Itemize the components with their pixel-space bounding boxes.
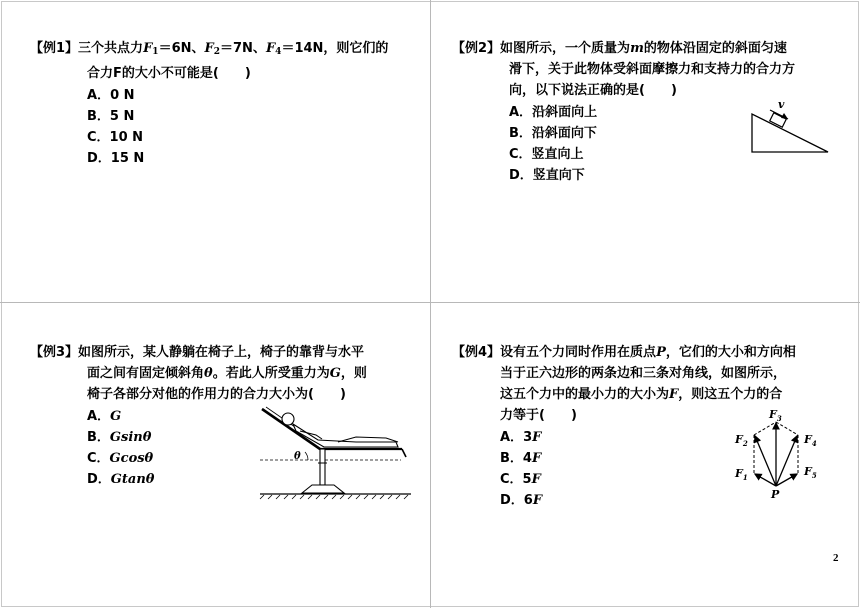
reclining-chair-figure	[256, 405, 416, 500]
force-f2-arrow	[755, 436, 776, 486]
force-f2-symbol: F	[204, 41, 214, 56]
force-f1-symbol: F	[143, 41, 153, 56]
question-3-stem-line-1	[30, 342, 425, 363]
incline-figure	[748, 98, 832, 156]
option-d[interactable]	[87, 148, 425, 169]
question-1-stem-a: 三个共点力	[78, 41, 144, 56]
option-label: D．	[87, 151, 111, 166]
option-label: C．	[509, 147, 532, 162]
option-c[interactable]	[87, 127, 425, 148]
label-f3: $F_3$	[769, 408, 782, 423]
option-b[interactable]	[87, 106, 425, 127]
question-4-stem-a1: 设有五个力同时作用在质点	[500, 345, 657, 360]
option-text: 竖直向下	[532, 168, 585, 183]
question-1-stem-line-1	[30, 38, 425, 63]
option-text: 沿斜面向下	[531, 126, 597, 141]
question-4-stem-line-2: 当于正六边形的两条边和三条对角线，如图所示，	[500, 366, 787, 381]
force-f4-symbol: F	[265, 41, 276, 56]
option-symbol: F	[531, 472, 541, 487]
question-4-stem-c2: ，则这五个力的合	[678, 387, 783, 402]
option-number: 5	[522, 472, 532, 487]
force-f2-sub: 2	[213, 47, 220, 57]
question-1-stem-line-2: 合力F的大小不可能是( )	[87, 66, 251, 81]
question-4-stem-c1: 这五个力中的最小力的大小为	[500, 387, 670, 402]
question-4-stem-line-1	[452, 342, 852, 363]
question-4-stem-line-3	[452, 384, 852, 405]
option-symbol: F	[532, 430, 542, 445]
option-label: D．	[87, 472, 111, 487]
question-1-eq1: ＝6N、	[158, 41, 205, 56]
hexagon-forces-figure	[730, 406, 824, 500]
option-label: B．	[87, 109, 110, 124]
option-symbol: G	[109, 430, 122, 445]
option-symbol: G	[110, 472, 122, 487]
option-d[interactable]	[509, 165, 852, 186]
question-3-stem-line-2	[30, 363, 425, 384]
question-3-stem-b3: ，则	[340, 366, 367, 381]
chair-post	[320, 449, 325, 485]
question-2-stem-a: 如图所示，一个质量为	[500, 41, 631, 56]
question-1-tag: 【例1】	[30, 41, 79, 56]
question-3-stem-b2: 。若此人所受重力为	[212, 366, 330, 381]
question-4-stem-line-4: 力等于( )	[500, 408, 577, 423]
chair-base	[302, 485, 344, 493]
force-f4-sub: 4	[275, 47, 282, 57]
label-p: P	[771, 488, 780, 500]
option-label: B．	[87, 430, 110, 445]
option-text: 10 N	[109, 130, 144, 145]
gravity-symbol: G	[329, 366, 341, 381]
option-text: tanθ	[121, 472, 155, 487]
question-1-options	[30, 85, 425, 169]
theta-symbol: θ	[204, 366, 213, 381]
question-2-stem-line-2: 滑下，关于此物体受斜面摩擦力和支持力的合力方	[509, 62, 796, 77]
force-f1-sub: 1	[152, 47, 159, 57]
option-text: 沿斜面向上	[532, 105, 598, 120]
option-text: cosθ	[120, 451, 154, 466]
option-label: C．	[500, 472, 523, 487]
option-number: 6	[523, 493, 533, 508]
option-label: A．	[509, 105, 533, 120]
option-label: B．	[509, 126, 532, 141]
question-3-stem-line-3: 椅子各部分对他的作用力的合力大小为( )	[87, 387, 346, 402]
force-f-symbol: F	[669, 387, 679, 402]
label-f5: $F_5$	[804, 465, 817, 480]
option-text: 15 N	[110, 151, 145, 166]
question-1-eq2: ＝7N、	[220, 41, 266, 56]
option-a[interactable]	[87, 85, 425, 106]
question-4-tag: 【例4】	[452, 345, 501, 360]
option-text: sinθ	[121, 430, 152, 445]
person-body	[293, 424, 398, 447]
question-2-stem-line-3: 向，以下说法正确的是( )	[509, 83, 677, 98]
question-3-stem-a: 如图所示，某人静躺在椅子上，椅子的靠背与水平	[78, 345, 365, 360]
question-2-stem-line-1	[452, 38, 852, 59]
incline-triangle	[752, 114, 828, 152]
question-3-stem-b1: 面之间有固定倾斜角	[87, 366, 205, 381]
option-symbol: G	[110, 409, 122, 424]
option-number: 3	[523, 430, 533, 445]
mass-symbol: m	[630, 41, 644, 56]
option-number: 4	[522, 451, 532, 466]
force-f4-arrow	[776, 436, 797, 486]
velocity-label: v	[778, 98, 785, 111]
option-label: D．	[500, 493, 524, 508]
option-text: 竖直向上	[531, 147, 584, 162]
option-label: A．	[87, 88, 111, 103]
angle-arc	[305, 452, 308, 460]
chair-footrest	[402, 449, 406, 457]
option-text: 0 N	[110, 88, 135, 103]
label-f2: $F_2$	[735, 433, 748, 448]
option-label: C．	[87, 451, 110, 466]
question-1-eq3: ＝14N，则它们的	[281, 41, 389, 56]
vertical-divider	[430, 0, 431, 608]
option-symbol: F	[531, 451, 542, 466]
option-symbol: F	[532, 493, 543, 508]
page-number: 2	[833, 552, 839, 564]
question-2-tag: 【例2】	[452, 41, 501, 56]
angle-theta-label: θ	[294, 451, 301, 462]
question-4-stem-a2: ，它们的大小和方向相	[665, 345, 796, 360]
option-label: D．	[509, 168, 533, 183]
point-p-symbol: P	[656, 345, 666, 360]
question-1	[30, 38, 425, 169]
option-text: 5 N	[109, 109, 135, 124]
option-label: B．	[500, 451, 523, 466]
option-label: A．	[87, 409, 111, 424]
label-f4: $F_4$	[804, 433, 817, 448]
label-f1: $F_1$	[735, 467, 748, 482]
option-label: C．	[87, 130, 110, 145]
ground-hatch	[260, 495, 408, 499]
option-symbol: G	[109, 451, 121, 466]
option-label: A．	[500, 430, 524, 445]
question-3-tag: 【例3】	[30, 345, 79, 360]
question-2-stem-a2: 的物体沿固定的斜面匀速	[643, 41, 787, 56]
